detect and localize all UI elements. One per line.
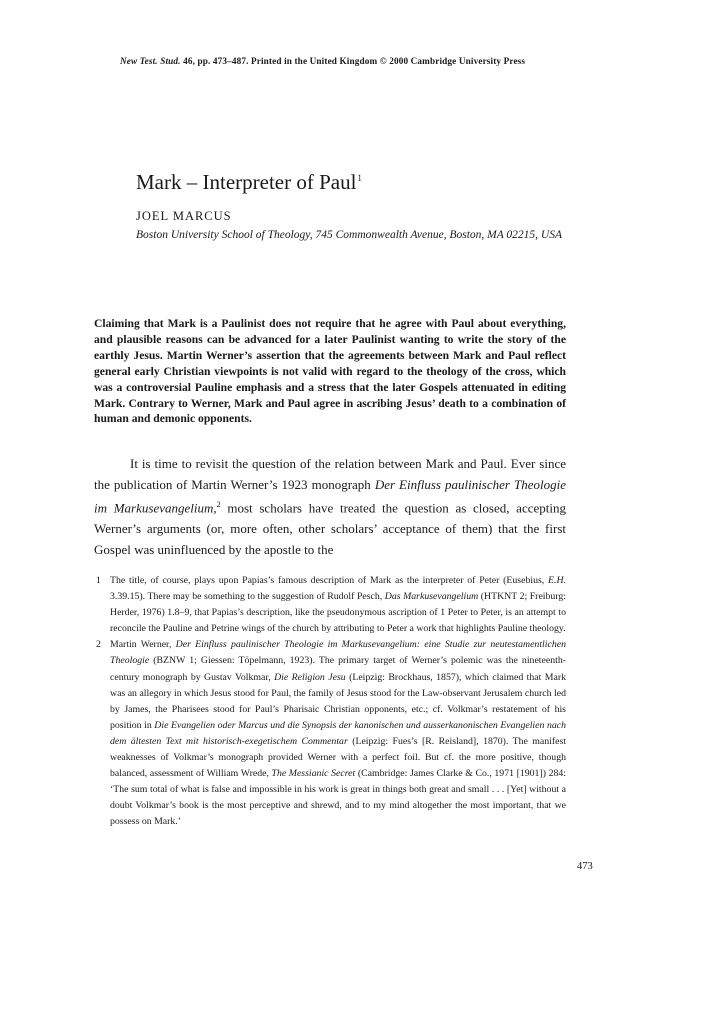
footnote-text: The title, of course, plays upon Papias’s famous description of Mark as the interpreter of Peter (Eusebius,: [110, 575, 549, 586]
journal-name: New Test. Stud.: [120, 56, 181, 66]
footnote-1: [94, 573, 566, 637]
footnote-marker: 2: [216, 500, 221, 510]
footnotes: [94, 573, 566, 831]
footnote-text: (BZNW 1; Giessen: Töpelmann, 1923). The primary target of Werner’s polemic was the nineteenth-century monograph by Gustav Volkmar,: [110, 655, 566, 683]
footnote-italic: E.H.: [548, 575, 566, 586]
title-text: Mark – Interpreter of Paul: [136, 170, 357, 194]
footnote-2: [94, 637, 566, 830]
footnote-text: 3.39.15). There may be something to the suggestion of Rudolf Pesch,: [110, 591, 385, 603]
cited-title: Der Einfluss paulinischer Theologie im Markusevangelium,: [94, 476, 566, 516]
page-number: 473: [577, 861, 593, 872]
footnote-text: Martin Werner,: [110, 639, 176, 651]
footnote-italic: The Messianic Secret: [271, 768, 356, 780]
publication-details: 46, pp. 473–487. Printed in the United Kingdom © 2000 Cambridge University Press: [183, 56, 526, 66]
author-affiliation: Boston University School of Theology, 745 Commonwealth Avenue, Boston, MA 02215, USA: [136, 229, 562, 241]
footnote-italic: Der Einfluss paulinischer Theologie im Markusevangelium: eine Studie zur neutestamentlichen Theologie: [110, 639, 566, 667]
running-header: [120, 56, 580, 66]
footnote-italic: Die Religion Jesu: [274, 671, 346, 683]
body-text-part: It is time to revisit the question of the relation between Mark and Paul. Ever since the publication of Martin Werner’s 1923 monograph: [94, 456, 566, 492]
article-title: [136, 170, 362, 195]
footnote-italic: Die Evangelien oder Marcus und die Synopsis der kanonischen und ausserkanonischen Evangelien nach dem ältesten Text mit historisch-exegetischem Commentar: [110, 719, 566, 747]
footnote-italic: Das Markusevangelium: [384, 591, 479, 603]
footnote-text: (Cambridge: James Clarke & Co., 1971 [1901]) 284: ‘The sum total of what is false and impossible in his work is great in things both great and small . . . [Yet] without a doubt Volkmar’s book is the most perceptive and shrewd, and to my mind altogether the most important, that we possess on Mark.’: [110, 768, 566, 828]
body-paragraph: [94, 454, 566, 561]
author-name: JOEL MARCUS: [136, 209, 232, 223]
footnote-text: (Leipzig: Brockhaus, 1857), which claimed that Mark was an allegory in which Jesus stood for Paul, the family of Jesus stood for the Law-observant Jerusalem church led by James, the Pharisees stood for Paul’s Pharisaic Christian opponents, etc.; cf. Volkmar’s restatement of his position in: [110, 671, 566, 731]
abstract: Claiming that Mark is a Paulinist does not require that he agree with Paul about everything, and plausible reasons can be advanced for a later Paulinist wanting to write the story of the earthly Jesus. Martin Werner’s assertion that the agreements between Mark and Paul reflect general early Christian viewpoints is not valid with regard to the theology of the cross, which was a controversial Pauline emphasis and a stress that the later Gospels attenuated in editing Mark. Contrary to Werner, Mark and Paul agree in ascribing Jesus’ death to a combination of human and demonic opponents.: [94, 317, 566, 426]
body-text-part: most scholars have treated the question as closed, accepting Werner’s arguments (or, more often, other scholars’ acceptance of them) that the first Gospel was uninfluenced by the apostle to the: [94, 500, 566, 558]
footnote-number: 1: [96, 575, 101, 586]
title-footnote-marker: 1: [357, 173, 362, 183]
footnote-number: 2: [96, 639, 101, 651]
footnote-text: (Leipzig: Fues’s [R. Reisland], 1870). The manifest weaknesses of Volkmar’s monograph provided Werner with a perfect foil. But cf. the more positive, though balanced, assessment of William Wrede,: [110, 735, 567, 780]
footnote-text: (HTKNT 2; Freiburg: Herder, 1976) 1.8–9, that Papias’s description, like the pseudonymous ascription of 1 Peter to Peter, is an attempt to reconcile the Pauline and Petrine wings of the church by attributing to Peter a work that highlights Pauline theology.: [110, 591, 567, 635]
